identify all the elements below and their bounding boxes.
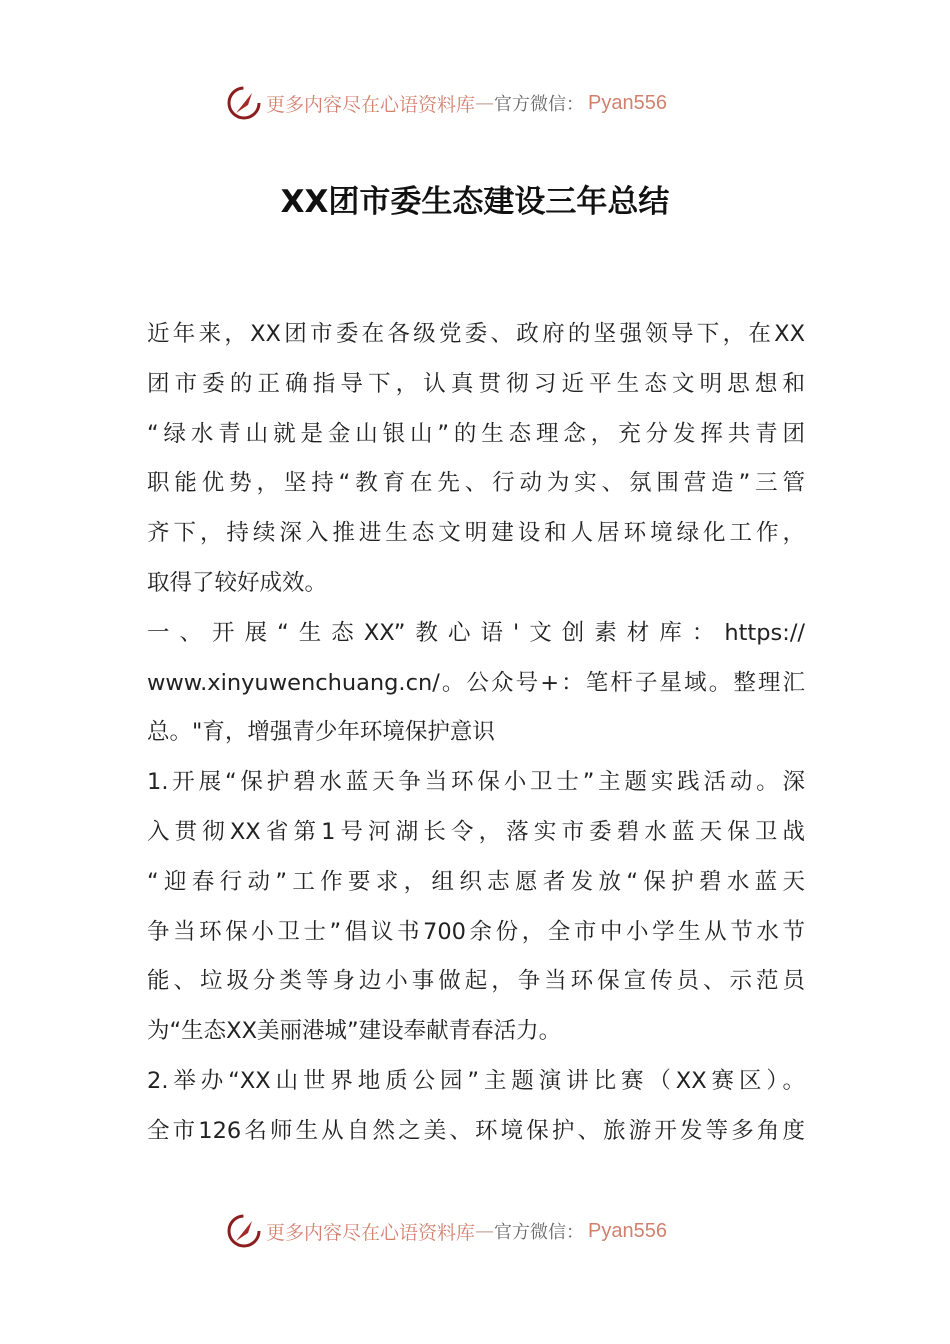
text-line: 争当环保小卫士”倡议书700余份，全市中小学生从节水节 (147, 918, 805, 945)
header-watermark-banner (226, 83, 716, 123)
text-line: 全市126名师生从自然之美、环境保护、旅游开发等多角度 (147, 1117, 805, 1144)
document-body (147, 310, 805, 1157)
text-line: 总。"育，增强青少年环境保护意识 (147, 719, 495, 746)
banner-wx-id: Pyan556 (588, 1219, 667, 1242)
text-line: 近年来，XX团市委在各级党委、政府的坚强领导下，在XX (147, 321, 805, 347)
text-line: 为“生态XX美丽港城”建设奉献青春活力。 (147, 1018, 562, 1045)
text-line: 齐下，持续深入推进生态文明建设和人居环境绿化工作， (147, 520, 805, 547)
text-line: “迎春行动”工作要求，组织志愿者发放“保护碧水蓝天 (147, 868, 805, 895)
text-line: 一、开展“生态XX”教心语'文创素材库：https:// (147, 619, 805, 646)
text-line: “绿水青山就是金山银山”的生态理念，充分发挥共青团 (147, 420, 805, 447)
banner-wx-id: Pyan556 (588, 91, 667, 114)
banner-wx-label: 官方微信： (494, 94, 585, 115)
text-line: 取得了较好成效。 (147, 569, 328, 596)
banner-dash: — (475, 1220, 495, 1242)
text-line: 能、垃圾分类等身边小事做起，争当环保宣传员、示范员 (147, 968, 805, 995)
banner-brand: 更多内容尽在心语资料库 (266, 93, 476, 116)
quill-logo-icon (226, 85, 262, 121)
document-title: XX团市委生态建设三年总结 (280, 184, 670, 220)
footer-watermark-banner (226, 1211, 716, 1251)
banner-brand: 更多内容尽在心语资料库 (266, 1221, 476, 1244)
banner-dash: — (475, 92, 495, 114)
text-line: www.xinyuwenchuang.cn/。公众号+：笔杆子星域。整理汇 (147, 669, 805, 696)
text-line: 1.开展“保护碧水蓝天争当环保小卫士”主题实践活动。深 (147, 769, 805, 796)
text-line: 职能优势，坚持“教育在先、行动为实、氛围营造”三管 (147, 470, 805, 497)
banner-wx-label: 官方微信： (494, 1222, 585, 1243)
text-line: 2.举办“XX山世界地质公园”主题演讲比赛（XX赛区）。 (147, 1067, 805, 1094)
text-line: 团市委的正确指导下，认真贯彻习近平生态文明思想和 (147, 370, 805, 397)
text-line: 入贯彻XX省第1号河湖长令，落实市委碧水蓝天保卫战 (147, 818, 805, 845)
quill-logo-icon (226, 1213, 262, 1249)
